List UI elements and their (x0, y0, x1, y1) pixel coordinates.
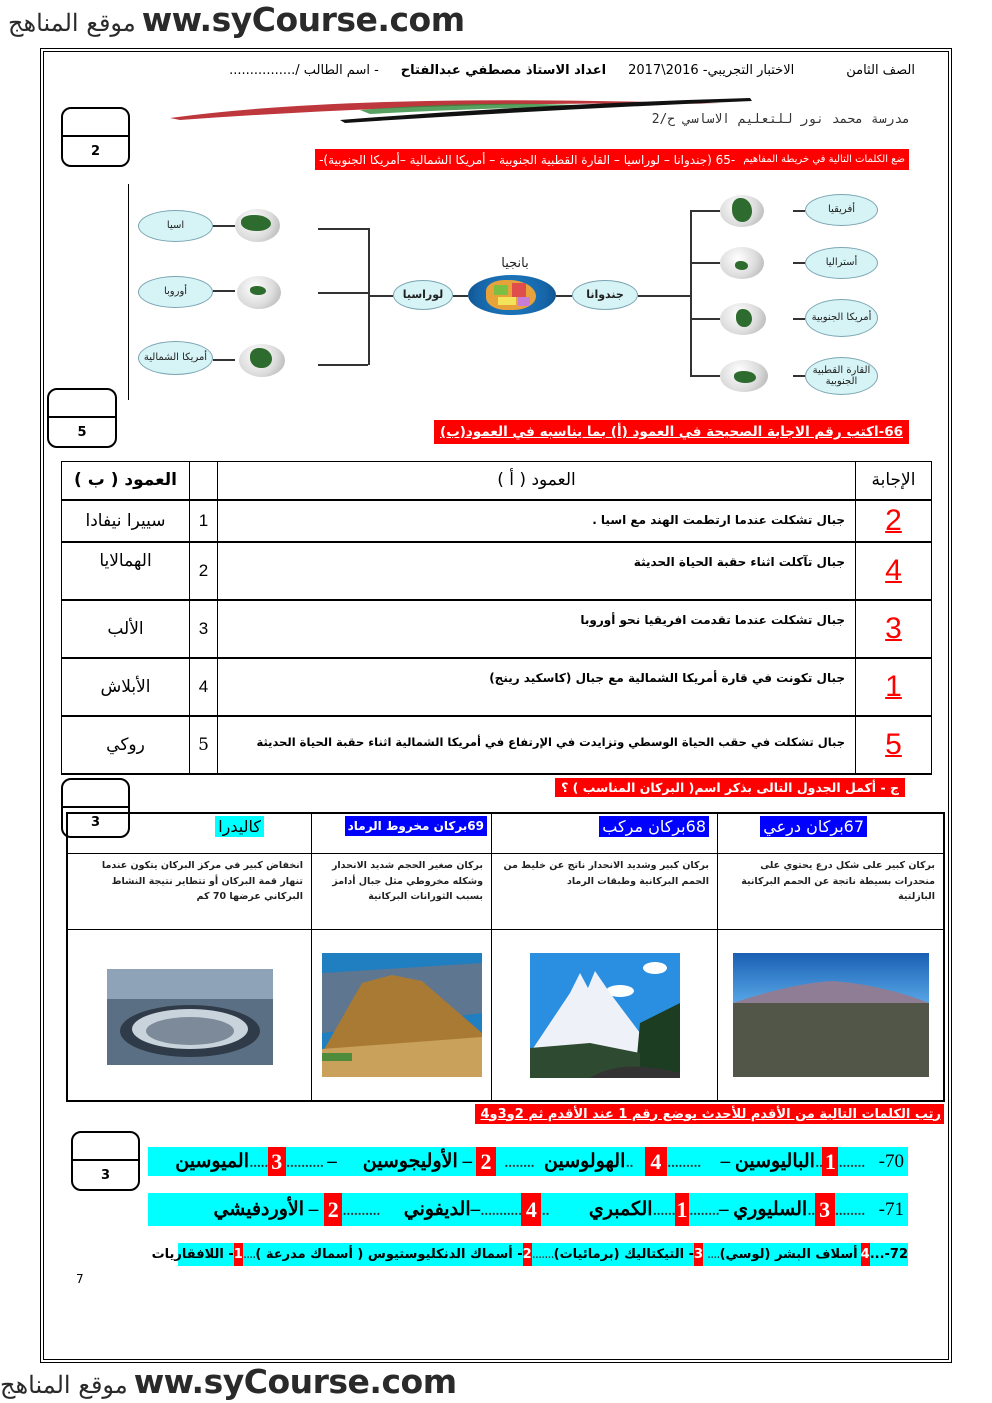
volcano-desc: بركان كبير وشديد الانحدار ناتج عن خليط من الحمم البركانية وطبقات الرماد (491, 854, 717, 930)
node-africa: أفريقيا (805, 194, 878, 226)
dots: .......... (285, 1150, 324, 1172)
globe-australia-icon (720, 247, 764, 279)
globe-antarctica-icon (720, 360, 768, 392)
volcano-answer-field[interactable]: 67بركان درعي (760, 816, 867, 837)
connector (213, 359, 235, 361)
connector (690, 210, 720, 212)
term: - أسماك الدنكليوستيوس ( أسماك مدرعة ) (255, 1247, 523, 1262)
term: – الأوردفيشي (213, 1199, 319, 1220)
term: الكمبري (588, 1199, 653, 1220)
connector (793, 262, 805, 264)
answer-field[interactable]: 1 (675, 1193, 689, 1226)
connector (556, 295, 572, 297)
header-col-b: العمود ( ب ) (62, 462, 190, 500)
q66-instruction: 66-اكتب رقم الاجابة الصحيحة في العمود (أ) بما يناسبه في العمود(ب) (434, 420, 909, 444)
composite-volcano-photo (491, 930, 717, 1100)
volcano-answer-field[interactable]: كاليدرا (215, 816, 264, 837)
concept-map (128, 184, 908, 400)
dots: .......... (342, 1198, 380, 1220)
answer-field[interactable]: 2 (324, 1193, 342, 1226)
item-number: 2 (190, 542, 218, 600)
statement-a: جبال تشكلت عندما ارتطمت الهند مع اسيا . (218, 500, 856, 542)
exam-label: الاختبار التجريبي- 2016\2017 (628, 62, 795, 78)
dots: ..... (248, 1150, 268, 1172)
caldera-image-icon (107, 969, 273, 1065)
answer-field[interactable]: 2 (856, 500, 932, 542)
dots: ....... (838, 1150, 865, 1172)
volcano-header-composite (491, 814, 717, 854)
connector (690, 262, 720, 264)
dots: .... (707, 1247, 720, 1262)
student-name-field[interactable]: - اسم الطالب /................ (229, 62, 379, 78)
order-instruction: رتب الكلمات التالية من الأقدم للأحدث بوضع رقم 1 عند الأقدم ثم 2و3و4 (475, 1104, 944, 1124)
pangaea-globe-icon (468, 275, 556, 315)
dots: .... (242, 1247, 256, 1262)
volcano-answer-field[interactable]: 68بركان مركب (599, 816, 709, 837)
volcano-desc: بركان صغير الحجم شديد الانحدار وشكله مخروطي مثل جبال أدامز بسبب الثورانات البركانية (311, 854, 491, 930)
dots: ........ (504, 1150, 534, 1172)
volcano-answer-field[interactable]: 69بركان مخروط الرماد (345, 816, 487, 836)
watermark-arabic: موقع المناهج (8, 9, 136, 37)
item-b: سييرا نيفادا (62, 500, 190, 542)
item-number: 3 (190, 600, 218, 658)
globe-africa-icon (720, 195, 764, 227)
node-antarctica: القارة القطبية الجنوبية (805, 357, 878, 395)
item-b: الهمالايا (62, 542, 190, 600)
score-box-empty[interactable] (49, 390, 115, 418)
item-b: الأبلاش (62, 658, 190, 716)
answer-field[interactable]: 4 (645, 1147, 667, 1176)
dots: .. (814, 1150, 823, 1172)
connector (793, 375, 805, 377)
answer-field[interactable]: 4 (521, 1193, 541, 1226)
connector (690, 318, 720, 320)
connector (690, 210, 692, 376)
item-number: 4 (190, 658, 218, 716)
exam-header (200, 60, 915, 80)
table-header-row (62, 462, 932, 500)
term: السليوري – (719, 1199, 808, 1220)
statement-a: جبال تكونت في قارة أمريكا الشمالية مع جبال (كاسكيد رينج) (218, 658, 856, 716)
question-71-row (148, 1193, 908, 1226)
dots: ...... (652, 1198, 676, 1220)
dots: ......... (666, 1150, 701, 1172)
item-b: الألب (62, 600, 190, 658)
cinder-cone-photo (311, 930, 491, 1100)
answer-field[interactable]: 1 (234, 1243, 243, 1266)
score-box-max: 3 (90, 814, 101, 830)
item-number: 5 (190, 716, 218, 774)
connector (318, 292, 368, 294)
statement-a: جبال تشكلت في حقب الحياة الوسطي وتزايدت في الإرتفاع في أمريكا الشمالية اثناء حقبة الحياة الحديثة (218, 716, 856, 774)
connector (638, 295, 690, 297)
term: - التيكتاليك (برمائيات) (553, 1247, 694, 1262)
answer-field[interactable]: 3 (815, 1193, 835, 1226)
dots: .. (807, 1198, 815, 1220)
score-box-empty[interactable] (73, 1133, 138, 1161)
volcano-question-instruction: ج - أكمل الجدول التالى بذكر اسم( البركان المناسب ) ؟ (555, 778, 905, 797)
header-col-a: العمود ( أ ) (218, 462, 856, 500)
answer-field[interactable]: 3 (694, 1243, 703, 1266)
map-border (128, 184, 129, 400)
node-europe: أوروبا (138, 276, 213, 308)
term: الباليوسين – (720, 1151, 815, 1172)
table-row (62, 600, 932, 658)
score-box-q65 (61, 107, 130, 167)
score-box-empty[interactable] (63, 780, 128, 808)
volcano-header-shield (717, 814, 943, 854)
question-number: 71- (878, 1198, 904, 1220)
answer-field[interactable]: 4 (861, 1243, 870, 1266)
node-gondwana: جندوانا (572, 280, 638, 310)
statement-a: جبال تشكلت عندما تقدمت افريقيا نحو أوروبا (218, 600, 856, 658)
score-box-max: 5 (77, 424, 87, 440)
dots: ....... (531, 1247, 554, 1262)
volcano-desc: انخفاض كبير في مركز البركان يتكون عندما تنهار قمة البركان أو تتطاير نتيجة النشاط البركاني عرضها 70 كم (68, 854, 311, 930)
q65-lead: ضع الكلمات التالية في خريطة المفاهيم (743, 154, 905, 165)
header-num (190, 462, 218, 500)
score-box-max: 3 (100, 1167, 111, 1183)
connector (453, 295, 468, 297)
connector (318, 228, 368, 230)
composite-volcano-image-icon (530, 953, 680, 1078)
connector (793, 210, 805, 212)
score-box-max: 2 (90, 143, 101, 159)
answer-field[interactable]: 1 (822, 1147, 838, 1176)
grade-label: الصف الثامن (846, 62, 915, 78)
node-laurasia: لوراسيا (393, 280, 453, 310)
matching-table (61, 461, 932, 775)
answer-field[interactable]: 3 (856, 600, 932, 658)
shield-volcano-photo (717, 930, 943, 1100)
answer-field[interactable]: 5 (856, 716, 932, 774)
school-name: مدرسة محمد نور للتعليم الاساسي ح/2 (651, 112, 910, 127)
node-asia: اسيا (138, 210, 213, 242)
term: الهولوسين (544, 1151, 626, 1172)
dots: ........... (480, 1198, 522, 1220)
top-watermark (8, 0, 465, 39)
q65-text: -65 (جندوانا – لوراسيا – القارة القطبية الجنوبية – أمريكا الشمالية –أمريكا الجنوبية)- (319, 152, 736, 167)
watermark-site: ww.syCourse.com (141, 0, 465, 39)
globe-asia-icon (235, 209, 280, 242)
globe-north-america-icon (239, 344, 285, 377)
term: - اللافقاريات (151, 1247, 234, 1262)
score-box-q66 (47, 388, 117, 448)
connector (690, 375, 720, 377)
score-box-empty[interactable] (63, 109, 128, 137)
shield-volcano-image-icon (733, 953, 929, 1077)
dots: .. (625, 1150, 633, 1172)
globe-south-america-icon (720, 303, 766, 335)
item-number: 1 (190, 500, 218, 542)
node-australia: أستراليا (805, 247, 878, 279)
answer-field[interactable]: 2 (523, 1243, 532, 1266)
answer-field[interactable]: 4 (856, 542, 932, 600)
term: أسلاف البشر (لوسي) (719, 1247, 858, 1262)
globe-europe-icon (237, 276, 281, 309)
statement-a: جبال تآكلت اثناء حقبة الحياة الحديثة (218, 542, 856, 600)
term: الميوسين (175, 1151, 249, 1172)
term-dash: – (327, 1150, 337, 1172)
cinder-cone-image-icon (322, 953, 482, 1077)
question-72-row (151, 1243, 908, 1266)
table-row (62, 500, 932, 542)
prepared-by-label: اعداد الاستاذ مصطفي عبدالفتاح (400, 62, 607, 78)
connector (213, 225, 235, 227)
header-answer: الإجابة (856, 462, 932, 500)
answer-field[interactable]: 3 (268, 1147, 286, 1176)
dots: ........ (689, 1198, 720, 1220)
item-b: روكي (62, 716, 190, 774)
node-north-america: أمريكا الشمالية (138, 341, 213, 375)
dots: ........ (834, 1198, 865, 1220)
term: –الديفوني (403, 1199, 481, 1220)
q65-instruction (315, 149, 909, 170)
node-south-america: أمريكا الجنوبية (805, 299, 878, 337)
volcano-desc: بركان كبير على شكل درع يحتوي على منحدرات بسيطة ناتجة عن الحمم البركانية البازلتية (717, 854, 943, 930)
caldera-photo (68, 930, 311, 1100)
page-number: 7 (76, 1272, 84, 1286)
connector (793, 318, 805, 320)
volcano-header-caldera (68, 814, 311, 854)
answer-field[interactable]: 2 (476, 1147, 496, 1176)
table-row (62, 542, 932, 600)
table-row (62, 716, 932, 774)
connector (318, 364, 368, 366)
volcano-table (66, 812, 945, 1102)
score-box-q70 (71, 1131, 140, 1191)
connector (368, 295, 393, 297)
volcano-header-cinder (311, 814, 491, 854)
dots: .. (541, 1198, 549, 1220)
question-number: 72-... (869, 1247, 908, 1262)
bottom-watermark (0, 1362, 457, 1401)
watermark-arabic: موقع المناهج (0, 1371, 128, 1399)
term: – الأوليجوسين (362, 1151, 472, 1172)
question-70-row (148, 1147, 908, 1176)
connector (213, 290, 235, 292)
answer-field[interactable]: 1 (856, 658, 932, 716)
watermark-site: ww.syCourse.com (133, 1362, 457, 1401)
question-number: 70- (878, 1150, 904, 1172)
table-row (62, 658, 932, 716)
pangaea-label: بانجيا (501, 256, 529, 271)
